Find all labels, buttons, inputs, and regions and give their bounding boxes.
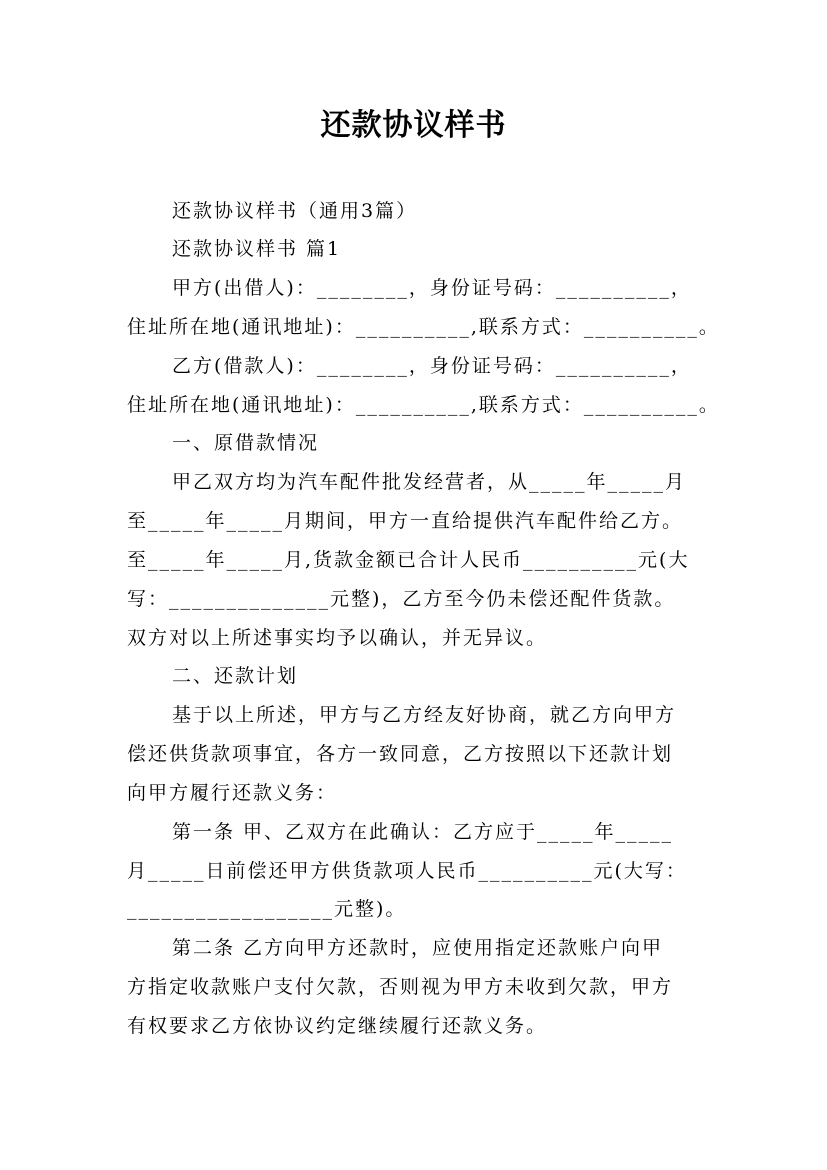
paragraph-line: 有权要求乙方依协议约定继续履行还款义务。: [127, 1015, 548, 1037]
paragraph-line: 乙方(借款人)：________，身份证号码：__________，: [172, 355, 692, 377]
subtitle-line: 还款协议样书（通用3篇）: [172, 200, 418, 222]
paragraph-line: 方指定收款账户支付欠款，否则视为甲方未收到欠款，甲方: [127, 976, 674, 998]
section-heading: 二、还款计划: [172, 665, 299, 687]
paragraph-line: 偿还供货款项事宜，各方一致同意，乙方按照以下还款计划: [127, 743, 674, 765]
paragraph-line: 基于以上所述，甲方与乙方经友好协商，就乙方向甲方: [172, 704, 677, 726]
paragraph-line: 第一条 甲、乙双方在此确认：乙方应于_____年_____: [172, 821, 674, 843]
paragraph-line: __________________元整)。: [127, 898, 407, 920]
section-heading: 一、原借款情况: [172, 432, 320, 454]
paragraph-line: 向甲方履行还款义务：: [127, 782, 338, 804]
paragraph-line: 月_____日前偿还甲方供货款项人民币__________元(大写：: [127, 860, 687, 882]
section-heading: 还款协议样书 篇1: [172, 238, 342, 260]
paragraph-line: 甲方(出借人)：________，身份证号码：__________，: [172, 277, 692, 299]
paragraph-line: 至_____年_____月期间，甲方一直给提供汽车配件给乙方。: [127, 510, 684, 532]
paragraph-line: 住址所在地(通讯地址)：__________,联系方式：__________。: [127, 316, 720, 338]
paragraph-line: 双方对以上所述事实均予以确认，并无异议。: [127, 627, 548, 649]
paragraph-line: 住址所在地(通讯地址)：__________,联系方式：__________。: [127, 394, 720, 416]
document-title: 还款协议样书: [320, 108, 507, 143]
paragraph-line: 写：______________元整)，乙方至今仍未偿还配件货款。: [127, 588, 676, 610]
paragraph-line: 甲乙双方均为汽车配件批发经营者，从_____年_____月: [172, 471, 687, 493]
paragraph-line: 第二条 乙方向甲方还款时，应使用指定还款账户向甲: [172, 937, 664, 959]
paragraph-line: 至_____年_____月,货款金额已合计人民币__________元(大: [127, 549, 690, 571]
